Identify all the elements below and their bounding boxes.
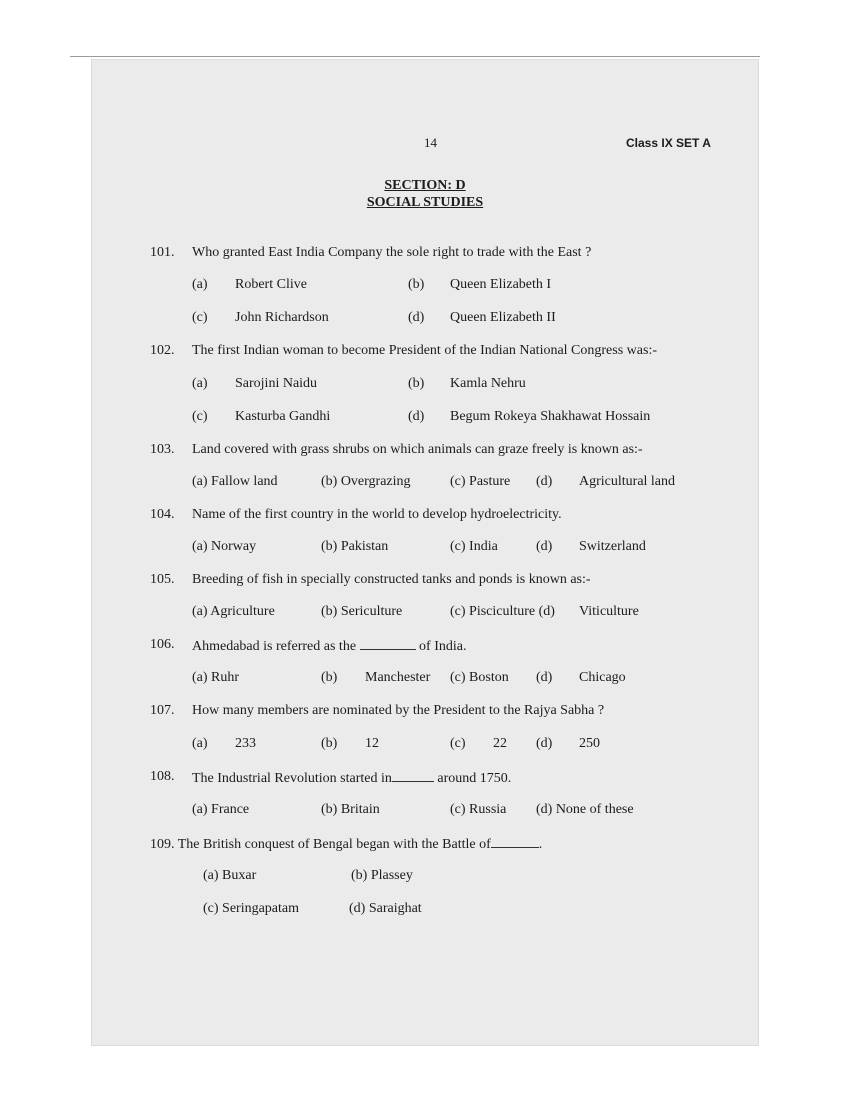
option-d: Queen Elizabeth II [450,310,556,325]
option-c: (c) India [450,539,498,554]
option-c: 22 [493,736,507,751]
question-text: Name of the first country in the world to develop hydroelectricity. [192,507,562,522]
scan-edge-line [70,56,760,57]
option-b: Manchester [365,670,431,685]
option-c: John Richardson [235,310,329,325]
option-a: (a) Agriculture [192,604,275,619]
option-c: (c) Russia [450,802,507,817]
option-b: 12 [365,736,379,751]
option-label: (a) [192,277,208,292]
question-number: 104. [150,507,175,522]
option-a: (a) Fallow land [192,474,278,489]
option-d: Agricultural land [579,474,676,489]
option-c: (c) Seringapatam [203,901,300,916]
question-number: 107. [150,703,175,718]
question-number: 109. [150,837,175,852]
option-d: 250 [579,736,600,751]
option-label: (b) [408,376,425,391]
question-number: 101. [150,245,175,260]
option-b: (b) Pakistan [321,539,389,554]
option-d: Chicago [579,670,626,685]
question-number: 103. [150,442,175,457]
question-text-part: Ahmedabad is referred as the [192,639,357,654]
answer-blank [360,637,416,650]
option-label: (b) [408,277,425,292]
section-subject: SOCIAL STUDIES [366,195,484,210]
option-label: (c) [192,409,208,424]
page-number: 14 [424,135,437,150]
option-d: Switzerland [579,539,646,554]
class-set-label: Class IX SET A [626,136,711,150]
option-a: Sarojini Naidu [235,376,318,391]
option-label: (d) [536,474,553,489]
option-label: (a) [192,376,208,391]
question-text: Breeding of fish in specially constructed tanks and ponds is known as:- [192,572,591,587]
question-text [192,769,511,787]
option-b: (b) Sericulture [321,604,403,619]
section-title: SECTION: D [384,178,466,193]
option-d: Begum Rokeya Shakhawat Hossain [450,409,651,424]
question-number: 108. [150,769,175,784]
option-a: (a) France [192,802,250,817]
question-number: 102. [150,343,175,358]
option-c: Kasturba Gandhi [235,409,331,424]
option-label: (c) [450,736,466,751]
option-c: (c) Pisciculture (d) [450,604,555,619]
question-text-part: The British conquest of Bengal began with the Battle of [177,837,491,852]
option-d: (d) None of these [536,802,634,817]
option-label: (b) [321,670,338,685]
question-text: Who granted East India Company the sole right to trade with the East ? [192,245,592,260]
option-b: (b) Plassey [351,868,413,883]
question-text-part: around 1750. [437,771,512,786]
option-b: Queen Elizabeth I [450,277,552,292]
option-c: (c) Pasture [450,474,511,489]
question-text: The first Indian woman to become President of the Indian National Congress was:- [192,343,657,358]
question-number: 105. [150,572,175,587]
question-text [150,835,542,853]
question-text-part: of India. [419,639,467,654]
option-label: (d) [536,670,553,685]
option-d: Viticulture [579,604,639,619]
question-text [192,637,466,655]
question-text-part: The Industrial Revolution started in [192,771,392,786]
option-label: (d) [408,310,425,325]
question-number: 106. [150,637,175,652]
option-b: (b) Britain [321,802,380,817]
option-label: (d) [536,539,553,554]
option-label: (d) [408,409,425,424]
option-label: (b) [321,736,338,751]
option-a: (a) Buxar [203,868,257,883]
question-text: Land covered with grass shrubs on which animals can graze freely is known as:- [192,442,643,457]
option-label: (c) [192,310,208,325]
question-text-part: . [538,837,543,852]
option-b: Kamla Nehru [450,376,526,391]
option-a: (a) Norway [192,539,257,554]
option-a: Robert Clive [235,277,307,292]
option-b: (b) Overgrazing [321,474,411,489]
question-text: How many members are nominated by the President to the Rajya Sabha ? [192,703,605,718]
option-label: (a) [192,736,208,751]
answer-blank [491,835,539,848]
option-label: (d) [536,736,553,751]
answer-blank [392,769,434,782]
option-a: (a) Ruhr [192,670,240,685]
option-c: (c) Boston [450,670,509,685]
option-a: 233 [235,736,256,751]
option-d: (d) Saraighat [349,901,422,916]
